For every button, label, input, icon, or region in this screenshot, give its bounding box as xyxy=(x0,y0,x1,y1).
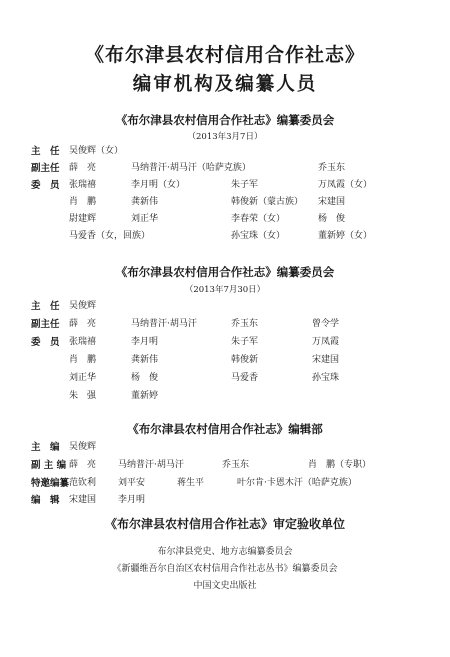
role-label: 副主任 xyxy=(31,163,60,174)
role-label: 编 辑 xyxy=(31,495,60,506)
member-name: 龚新伟 xyxy=(131,355,159,365)
member-name: 马爱香 xyxy=(231,373,259,383)
committee1-row xyxy=(0,178,450,193)
member-name: 张瑞禧 xyxy=(69,337,97,347)
member-name: 叶尔肯·卡恩木汗（哈萨克族） xyxy=(237,478,357,488)
member-name: 李春荣（女） xyxy=(231,214,286,224)
member-name: 乔玉东 xyxy=(222,460,250,470)
member-name: 肖 鹏 xyxy=(69,197,97,207)
member-name: 孙宝珠 xyxy=(312,373,340,383)
editorial-heading: 《布尔津县农村信用合作社志》编辑部 xyxy=(127,422,323,436)
member-name: 李月明（女） xyxy=(131,180,186,190)
member-name: 肖 鹏 xyxy=(69,355,97,365)
committee2-row xyxy=(0,299,450,314)
role-label: 委 员 xyxy=(31,337,60,348)
member-name: 张瑞禧 xyxy=(69,180,97,190)
member-name: 乔玉东 xyxy=(231,319,259,329)
role-label: 副主任 xyxy=(31,319,60,330)
role-label: 特邀编纂 xyxy=(31,478,70,489)
member-name: 刘正华 xyxy=(131,214,159,224)
member-name: 龚新伟 xyxy=(131,197,159,207)
member-name: 尉建辉 xyxy=(69,214,97,224)
member-name: 宋建国 xyxy=(69,495,97,505)
member-name: 薛 亮 xyxy=(69,163,97,173)
editorial-row xyxy=(0,493,450,508)
member-name: 朱子军 xyxy=(231,337,259,347)
committee1-row xyxy=(0,229,450,244)
role-label: 副 主 编 xyxy=(31,460,67,471)
title-line-2: 编审机构及编纂人员 xyxy=(132,74,318,95)
member-name: 吴俊辉 xyxy=(69,442,97,452)
editorial-row xyxy=(0,476,450,491)
member-name: 朱 强 xyxy=(69,391,97,401)
committee2-heading: 《布尔津县农村信用合作社志》编纂委员会 xyxy=(115,265,335,279)
review-unit: 布尔津县党史、地方志编纂委员会 xyxy=(157,547,293,557)
title-line-1: 《布尔津县农村信用合作社志》 xyxy=(84,44,365,66)
member-name: 李月明 xyxy=(131,337,159,347)
member-name: 刘正华 xyxy=(69,373,97,383)
role-label: 主 任 xyxy=(31,301,60,312)
member-name: 董新婷（女） xyxy=(318,231,373,241)
member-name: 马纳普汗·胡马汗 xyxy=(118,460,184,470)
member-name: 万凤霞（女） xyxy=(318,180,373,190)
committee2-row xyxy=(0,353,450,368)
member-name: 杨 俊 xyxy=(318,214,346,224)
member-name: 孙宝珠（女） xyxy=(231,231,286,241)
role-label: 主 任 xyxy=(31,146,60,157)
member-name: 蒋生平 xyxy=(177,478,205,488)
member-name: 马纳普汗·胡马汗 xyxy=(131,319,197,329)
member-name: 薛 亮 xyxy=(69,460,97,470)
member-name: 宋建国 xyxy=(312,355,340,365)
member-name: 肖 鹏（专职） xyxy=(308,460,372,470)
member-name: 刘平安 xyxy=(118,478,146,488)
member-name: 朱子军 xyxy=(231,180,259,190)
committee1-date: （2013年3月7日） xyxy=(187,132,263,142)
member-name: 乔玉东 xyxy=(318,163,346,173)
member-name: 杨 俊 xyxy=(131,373,159,383)
committee2-row xyxy=(0,389,450,404)
member-name: 韩俊新（蒙古族） xyxy=(231,197,304,207)
review-unit: 《新疆维吾尔自治区农村信用合作社志丛书》编纂委员会 xyxy=(112,564,338,574)
member-name: 韩俊新 xyxy=(231,355,259,365)
member-name: 曾令学 xyxy=(312,319,340,329)
member-name: 薛 亮 xyxy=(69,319,97,329)
committee2-row xyxy=(0,317,450,332)
role-label: 主 编 xyxy=(31,442,60,453)
editorial-row xyxy=(0,440,450,455)
committee1-row xyxy=(0,161,450,176)
member-name: 董新婷 xyxy=(131,391,159,401)
committee1-heading: 《布尔津县农村信用合作社志》编纂委员会 xyxy=(115,113,335,127)
member-name: 吴俊辉 xyxy=(69,301,97,311)
member-name: 万凤霞 xyxy=(312,337,340,347)
role-label: 委 员 xyxy=(31,180,60,191)
member-name: 吴俊辉（女） xyxy=(69,146,124,156)
committee2-row xyxy=(0,371,450,386)
review-heading: 《布尔津县农村信用合作社志》审定验收单位 xyxy=(104,517,345,531)
member-name: 宋建国 xyxy=(318,197,346,207)
member-name: 范钦利 xyxy=(69,478,97,488)
member-name: 李月明 xyxy=(118,495,146,505)
committee2-date: （2013年7月30日） xyxy=(184,285,266,295)
review-unit: 中国文史出版社 xyxy=(193,581,257,591)
committee1-row xyxy=(0,212,450,227)
committee2-row xyxy=(0,335,450,350)
editorial-row xyxy=(0,458,450,473)
committee1-row xyxy=(0,144,450,159)
member-name: 马爱香（女，回族） xyxy=(69,231,151,241)
member-name: 马纳普汗·胡马汗（哈萨克族） xyxy=(131,163,251,173)
committee1-row xyxy=(0,195,450,210)
